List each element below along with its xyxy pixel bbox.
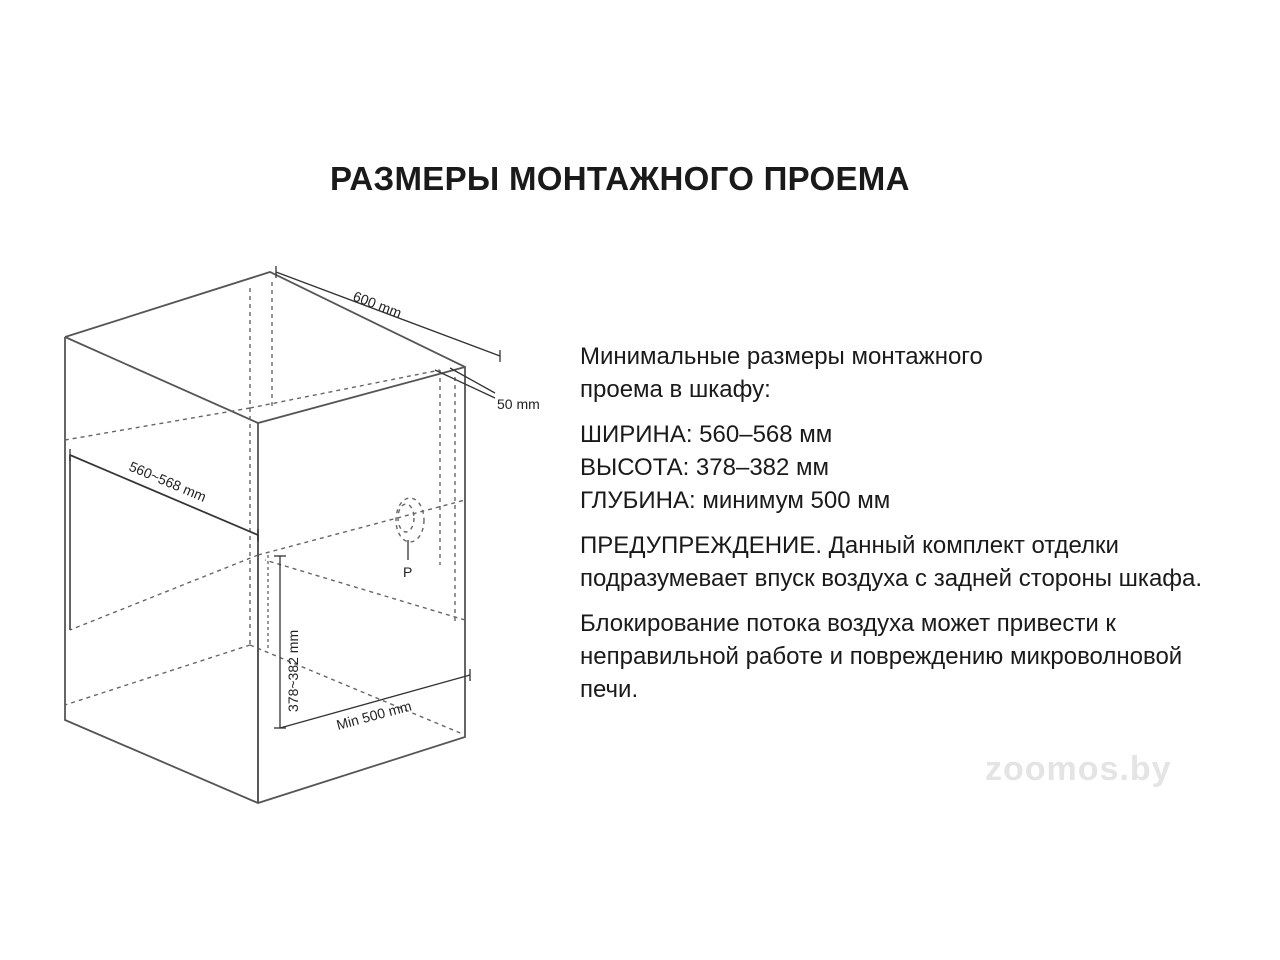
installation-info: [580, 340, 1260, 718]
cabinet-outline: [65, 272, 465, 803]
power-point-label: P: [403, 564, 413, 580]
dimension-opening-height: [268, 555, 301, 728]
note-text: Блокирование потока воздуха может привести к неправильной работе и повреждению микроволновой печи.: [580, 610, 1183, 703]
intro-text: Минимальные размеры монтажного проема в шкафу:: [580, 343, 983, 403]
opening-front: [70, 455, 258, 803]
hidden-edges: [65, 282, 465, 735]
dim-width-top-label: 600 mm: [350, 287, 404, 321]
dimension-opening-width: [70, 449, 258, 541]
page-title: РАЗМЕРЫ МОНТАЖНОГО ПРОЕМА: [330, 160, 910, 197]
dimension-50: [435, 368, 540, 412]
power-point: [396, 498, 424, 580]
dim-depth-label: Min 500 mm: [334, 697, 414, 733]
dim-opening-width-label: 560~568 mm: [126, 458, 209, 505]
dim-opening-height-label: 378~382 mm: [285, 629, 301, 712]
dimension-depth: [280, 669, 470, 733]
depth-spec: ГЛУБИНА: минимум 500 мм: [580, 487, 891, 514]
height-spec: ВЫСОТА: 378–382 мм: [580, 454, 830, 481]
warning-text: ПРЕДУПРЕЖДЕНИЕ. Данный комплект отделки подразумевает впуск воздуха с задней стороны шкафа.: [580, 532, 1203, 592]
width-spec: ШИРИНА: 560–568 мм: [580, 421, 833, 448]
dim-gap-label: 50 mm: [497, 396, 540, 412]
dimension-600: [276, 266, 500, 362]
watermark: zoomos.by: [985, 750, 1172, 788]
